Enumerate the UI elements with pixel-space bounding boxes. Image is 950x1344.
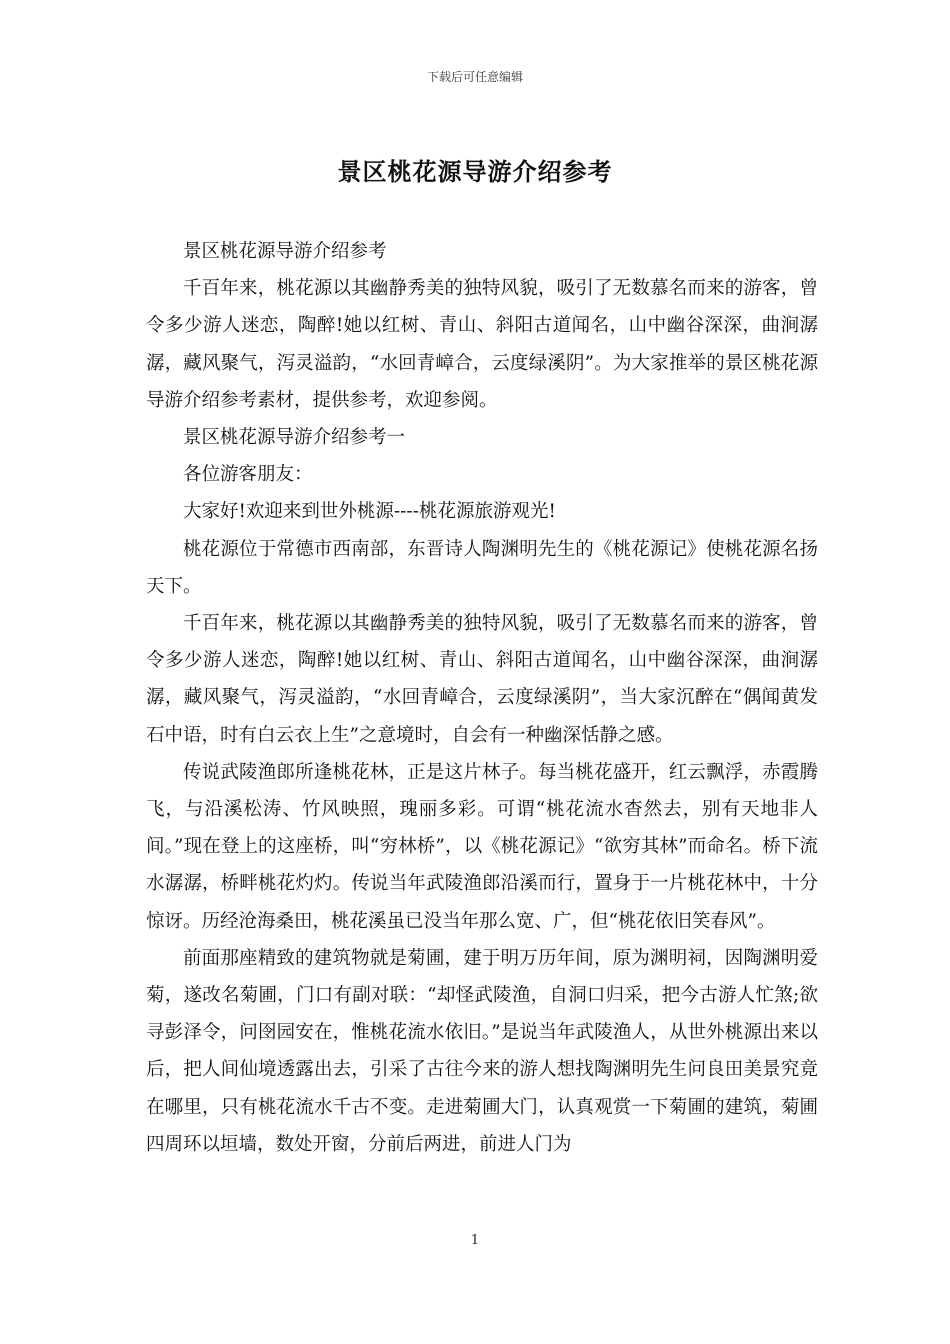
paragraph: 传说武陵渔郎所逢桃花林，正是这片林子。每当桃花盛开，红云飘浮，赤霞腾飞，与沿溪松涛、竹风映照，瑰丽多彩。可谓“桃花流水杳然去，别有天地非人间。”现在登上的这座桥，叫“穷林桥”，以《桃花源记》“欲穷其林”而命名。桥下流水潺潺，桥畔桃花灼灼。传说当年武陵渔郎沿溪而行，置身于一片桃花林中，十分惊讶。历经沧海桑田，桃花溪虽已没当年那么宽、广，但“桃花依旧笑春风”。 bbox=[146, 761, 818, 932]
page-header-note: 下载后可任意编辑 bbox=[426, 70, 523, 84]
page-number: 1 bbox=[470, 1233, 480, 1248]
document-body bbox=[146, 233, 818, 1163]
paragraph: 景区桃花源导游介绍参考一 bbox=[183, 427, 406, 449]
paragraph: 景区桃花源导游介绍参考 bbox=[183, 241, 387, 262]
document-title: 景区桃花源导游介绍参考 bbox=[337, 157, 613, 186]
paragraph: 大家好!欢迎来到世外桃源----桃花源旅游观光! bbox=[183, 501, 556, 523]
paragraph: 前面那座精致的建筑物就是菊圃，建于明万历年间，原为渊明祠，因陶渊明爱菊，遂改名菊圃，门口有副对联：“却怪武陵渔，自洞口归采，把今古游人忙煞;欲寻彭泽令，问囹园安在，惟桃花流水依旧。”是说当年武陵渔人，从世外桃源出来以后，把人间仙境透露出去，引采了古往今来的游人想找陶渊明先生问良田美景究竟在哪里，只有桃花流水千古不变。走进菊圃大门，认真观赏一下菊圃的建筑，菊圃四周环以垣墙，数处开窗，分前后两进，前进人门为 bbox=[146, 947, 818, 1155]
paragraph: 各位游客朋友： bbox=[183, 464, 313, 486]
paragraph: 桃花源位于常德市西南部，东晋诗人陶渊明先生的《桃花源记》使桃花源名扬天下。 bbox=[146, 538, 818, 597]
paragraph: 千百年来，桃花源以其幽静秀美的独特风貌，吸引了无数慕名而来的游客，曾令多少游人迷恋，陶醉!她以红树、青山、斜阳古道闻名，山中幽谷深深，曲涧潺潺，藏风聚气，泻灵溢韵，“水回青嶂合，云度绿溪阴”，当大家沉醉在“偶闻黄发石中语，时有白云衣上生”之意境时，自会有一种幽深恬静之感。 bbox=[146, 613, 818, 746]
paragraph: 千百年来，桃花源以其幽静秀美的独特风貌，吸引了无数慕名而来的游客，曾令多少游人迷恋，陶醉!她以红树、青山、斜阳古道闻名，山中幽谷深深，曲涧潺潺，藏风聚气，泻灵溢韵，“水回青嶂合，云度绿溪阴”。为大家推举的景区桃花源导游介绍参考素材，提供参考，欢迎参阅。 bbox=[146, 278, 818, 411]
